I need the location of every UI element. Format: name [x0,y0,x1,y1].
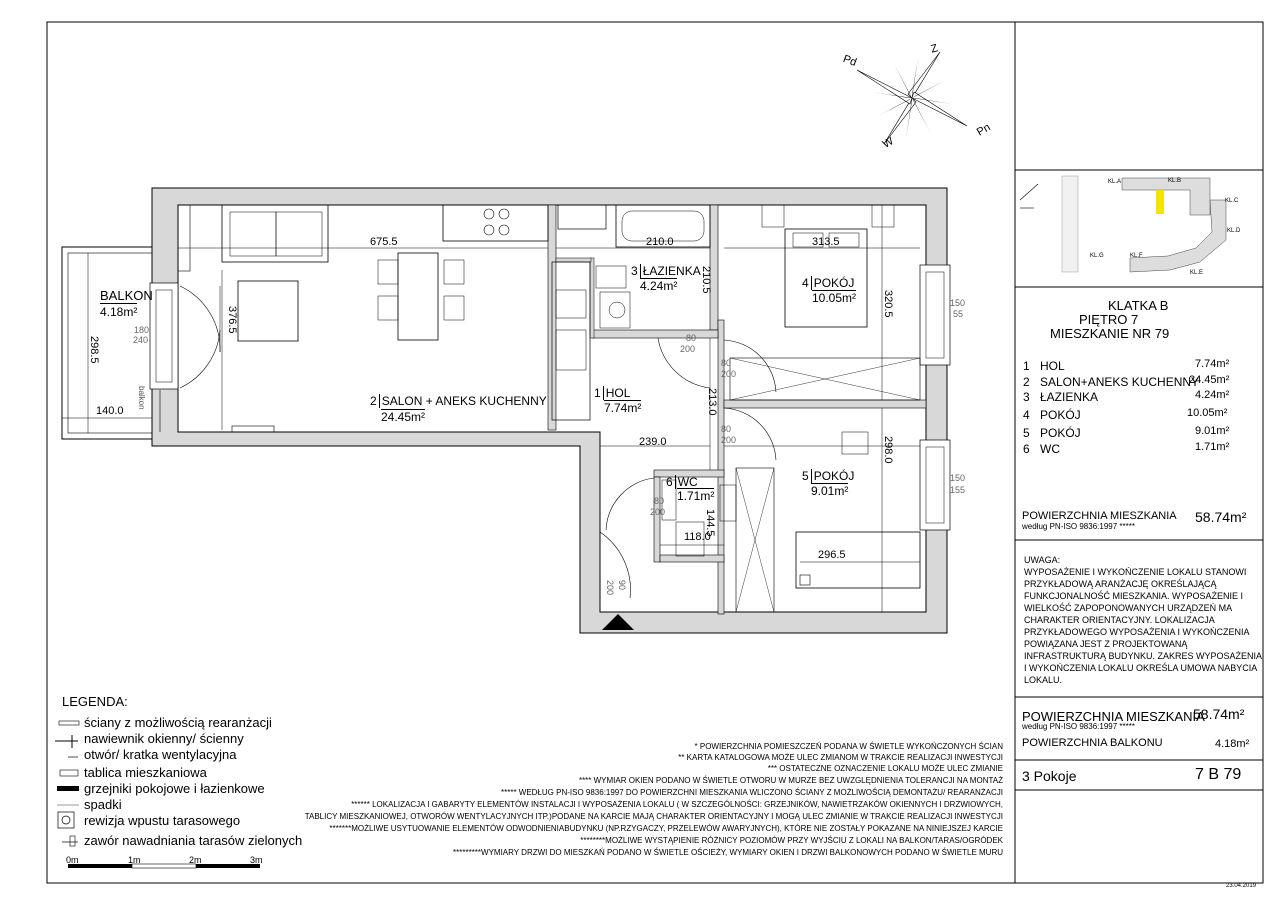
door-200-d: 200 [650,507,666,517]
room-lazienka-area: 4.24m² [640,279,678,293]
door-200-e: 200 [605,580,615,596]
door-80-c: 80 [721,424,732,434]
room-table-name: POKÓJ [1040,408,1081,422]
dim-298: 298.0 [882,436,894,464]
header-mieszkanie: MIESZKANIE NR 79 [1050,326,1170,341]
summary-date: 23.04.2019 [1226,883,1257,889]
room-table-name: WC [1040,442,1060,456]
keyplan-label: KL.B [1168,178,1182,184]
room-salon-label [370,394,547,408]
room-table-num: 5 [1023,426,1030,440]
room-lazienka-name: ŁAZIENKA [640,264,701,278]
dim-2965: 296.5 [818,549,846,561]
dim-210: 210.0 [646,236,674,248]
keyplan-label: KL.E [1190,270,1204,276]
room-hol-num: 1 [594,386,601,400]
uwaga-line: PRZYKŁADOWEGO WYPOSAŻENIA I WYKOŃCZENIA [1024,627,1250,637]
dim-3765: 376.5 [226,306,238,334]
room-hol-label [594,386,630,400]
uwaga-line: POWIĄZANA JEST Z PROJEKTOWANĄ [1024,639,1188,649]
note-line: *** OSTATECZNE OZNACZENIE LOKALU MOŻE ULEC ZMIANIE [767,764,1003,773]
door-200-b: 200 [721,369,737,379]
door-80-a: 80 [686,333,697,343]
keyplan-label: KL.G [1090,253,1104,259]
key-plan [1020,176,1226,272]
summary-pow-sub [1022,722,1135,731]
scale-2: 2m [189,855,202,865]
room-table-num: 4 [1023,408,1030,422]
room-lazienka-label [631,264,701,278]
room-table-num: 1 [1023,359,1030,373]
window-150-b: 150 [950,473,966,483]
dim-239: 239.0 [639,436,667,448]
balkon-note: balkon [137,386,146,410]
note-line: ********MOŻLIWE WYSTĄPIENIE RÓŻNICY POZIOMÓW PRZY WYJŚCIU Z LOKALI NA BALKON/TARAS/OGRÓDEK [580,836,1003,845]
compass-label-pd: Pd [841,53,859,69]
summary-pow-label: POWIERZCHNIA MIESZKANIA [1022,709,1205,724]
room-table-num: 3 [1023,390,1030,404]
room-table-num: 6 [1023,442,1030,456]
uwaga-line: I WYKOŃCZENIA LOKALU OKREŚLA UMOWA NABYCIA [1024,663,1258,673]
window-180: 180 [134,325,150,335]
window-150-a: 150 [950,298,966,308]
summary-balkon-value: 4.18m² [1215,738,1250,750]
dim-1445: 144.5 [704,509,716,537]
room-wc-label [666,475,698,489]
summary-pow-value: 58.74m² [1193,706,1245,722]
room-pokoj4-label [802,276,854,290]
door-80-b: 80 [721,358,732,368]
door-90: 90 [617,580,627,591]
room-pokoj4-num: 4 [802,276,809,290]
room-table-name: POKÓJ [1040,426,1081,440]
legend-title: LEGENDA: [62,694,128,709]
window-155-b: 155 [950,485,966,495]
dim-2105: 210.5 [700,266,712,294]
room-balkon-name: BALKON [100,288,153,303]
door-200-a: 200 [680,344,696,354]
note-line: * POWIERZCHNIA POMIESZCZEŃ PODANA W ŚWIETLE WYKOŃCZONYCH ŚCIAN [694,742,1003,751]
dim-140: 140.0 [96,405,124,417]
legend-item: ściany z możliwością rearanżacji [84,715,272,730]
room-salon-num: 2 [370,394,377,408]
window-240: 240 [133,335,149,345]
room-pokoj5-name: POKÓJ [811,469,855,483]
total-value: 58.74m² [1195,509,1247,525]
note-line: ****** LOKALIZACJA I GABARYTY ELEMENTÓW INSTALACJI I WYPOSAŻENIA LOKALU ( W SZCZEGÓLNOŚCI: GRZEJNIKÓW, NAWIETRZAKÓW OKIENNYCH I DRZWIOWYCH, [351,800,1003,809]
uwaga-line: INFRASTRUKTURĄ BUDYNKU. ZAKRES WYPOSAŻENIA [1024,651,1263,661]
note-line: ** KARTA KATALOGOWA MOŻE ULEC ZMIANOM W TRAKCIE REALIZACJI INWESTYCJI [678,753,1003,762]
scale-3: 3m [250,855,263,865]
total-sub: według PN-ISO 9836:1997 ***** [1022,522,1135,531]
room-table-area: 9.01m² [1195,425,1230,437]
room-table-name: SALON+ANEKS KUCHENNY [1040,375,1200,389]
window-55-a: 55 [953,309,964,319]
room-pokoj4-area: 10.05m² [812,291,857,305]
header-klatka: KLATKA B [1108,298,1169,313]
note-line: *******MOŻLIWE USYTUOWANIE ELEMENTÓW ODWODNIENIABUDYNKU (NP.RZYGACZY, PRZELEWÓW AWARYJNYCH), KTÓRE NIE ZOSTAŁY POKAZANE NA NINIEJSZEJ KARCIE [329,824,1003,833]
keyplan-label: KL.F [1130,253,1143,259]
compass-label-w: W [880,135,896,151]
keyplan-label: KL.A [1108,179,1122,185]
summary-balkon-label: POWIERZCHNIA BALKONU [1022,737,1163,749]
summary-code: 7 B 79 [1195,766,1242,783]
room-pokoj5-label [802,469,854,483]
room-wc-name: WC [675,475,698,489]
room-lazienka-num: 3 [631,264,638,278]
dim-675: 675.5 [370,236,398,248]
uwaga-title: UWAGA: [1024,555,1061,565]
note-line: **** WYMIAR OKIEN PODANO W ŚWIETLE OTWORU W MURZE BEZ UWZGLĘDNIENIA TOLERANCJI NA MONTAŻ [578,776,1003,785]
dim-3135: 313.5 [812,236,840,248]
dim-213: 213.0 [706,388,718,416]
door-200-c: 200 [721,435,737,445]
uwaga-line: WIELKOŚĆ ZAPOPONOWANYCH URZĄDZEŃ MA [1024,603,1233,613]
compass-label-z: Z [929,42,940,56]
room-table-area: 24.45m² [1189,374,1230,386]
legend-item: rewizja wpustu tarasowego [84,813,241,828]
keyplan-label: KL.C [1225,198,1239,204]
summary-pow-stars: ***** [1119,722,1135,731]
legend-item: zawór nawadniania tarasów zielonych [84,833,303,848]
scale-0: 0m [66,855,79,865]
room-wc-area: 1.71m² [677,489,715,503]
uwaga-line: FUNKCJONALNOŚĆ MIESZKANIA. WYPOSAŻENIE I [1024,591,1244,601]
uwaga-line: WYPOSAŻENIE I WYKOŃCZENIE LOKALU STANOWI [1024,567,1247,577]
keyplan-label: KL.D [1227,228,1241,234]
room-pokoj5-area: 9.01m² [811,484,849,498]
room-table-area: 7.74m² [1195,358,1230,370]
summary-pow-sub-text: według PN-ISO 9836:1997 [1022,722,1118,731]
room-table-name: ŁAZIENKA [1040,390,1099,404]
legend-item: nawiewnik okienny/ ścienny [84,731,244,746]
room-hol-area: 7.74m² [604,401,642,415]
room-table-area: 10.05m² [1187,407,1228,419]
dim-3205: 320.5 [882,290,894,318]
scale-1: 1m [128,855,141,865]
room-balkon-area: 4.18m² [100,305,138,319]
room-salon-name: SALON + ANEKS KUCHENNY [379,394,547,408]
room-table-area: 1.71m² [1195,441,1230,453]
room-pokoj4-name: POKÓJ [811,276,855,290]
note-line: TABLICY MIESZKANIOWEJ, OTWORÓW WENTYLACYJNYCH ITP.)PODANE NA KARCIE MAJĄ CHARAKTER ORIENTACYJNY I MOGĄ ULEC ZMIANIE W TRAKCIE REALIZACJI INWESTYCJI [304,812,1003,821]
legend-item: spadki [84,797,122,812]
header-pietro: PIĘTRO 7 [1079,312,1139,327]
note-line: ***** WEDŁUG PN-ISO 9836:1997 DO POWIERZCHNI MIESZKANIA WLICZONO ŚCIANY Z MOŻLIWOŚCIĄ DEMONTAŻU/ REARANŻACJI [500,788,1003,797]
dim-2985: 298.5 [88,336,100,364]
legend-item: grzejniki pokojowe i łazienkowe [84,781,265,796]
room-pokoj5-num: 5 [802,469,809,483]
room-wc-num: 6 [666,475,673,489]
room-table-num: 2 [1023,375,1030,389]
total-label: POWIERZCHNIA MIESZKANIA [1022,510,1177,522]
compass-rose [857,52,967,144]
legend-item: tablica mieszkaniowa [84,765,207,780]
room-table-name: HOL [1040,359,1065,373]
note-line: *********WYMIARY DRZWI DO MIESZKAŃ PODANO W ŚWIETLE OŚCIEŻY, WYMIARY OKIEN I DRZWI BALKONOWYCH PODANO W ŚWIETLE MURU [453,848,1003,857]
door-80-d: 80 [654,496,665,506]
legend-item: otwór/ kratka wentylacyjna [84,747,237,762]
uwaga-line: LOKALU. [1024,675,1063,685]
room-table-area: 4.24m² [1195,389,1230,401]
uwaga-line: PRZYKŁADOWĄ ARANŻACJĘ OKREŚLAJĄCĄ [1024,579,1217,589]
dim-118: 118.0 [684,531,711,543]
summary-pokoje: 3 Pokoje [1022,768,1077,784]
uwaga-line: CHARAKTER ORIENTACYJNY. LOKALIZACJA [1024,615,1215,625]
room-hol-name: HOL [603,386,631,400]
compass-label-pn: Pn [974,121,993,139]
room-salon-area: 24.45m² [381,410,426,424]
